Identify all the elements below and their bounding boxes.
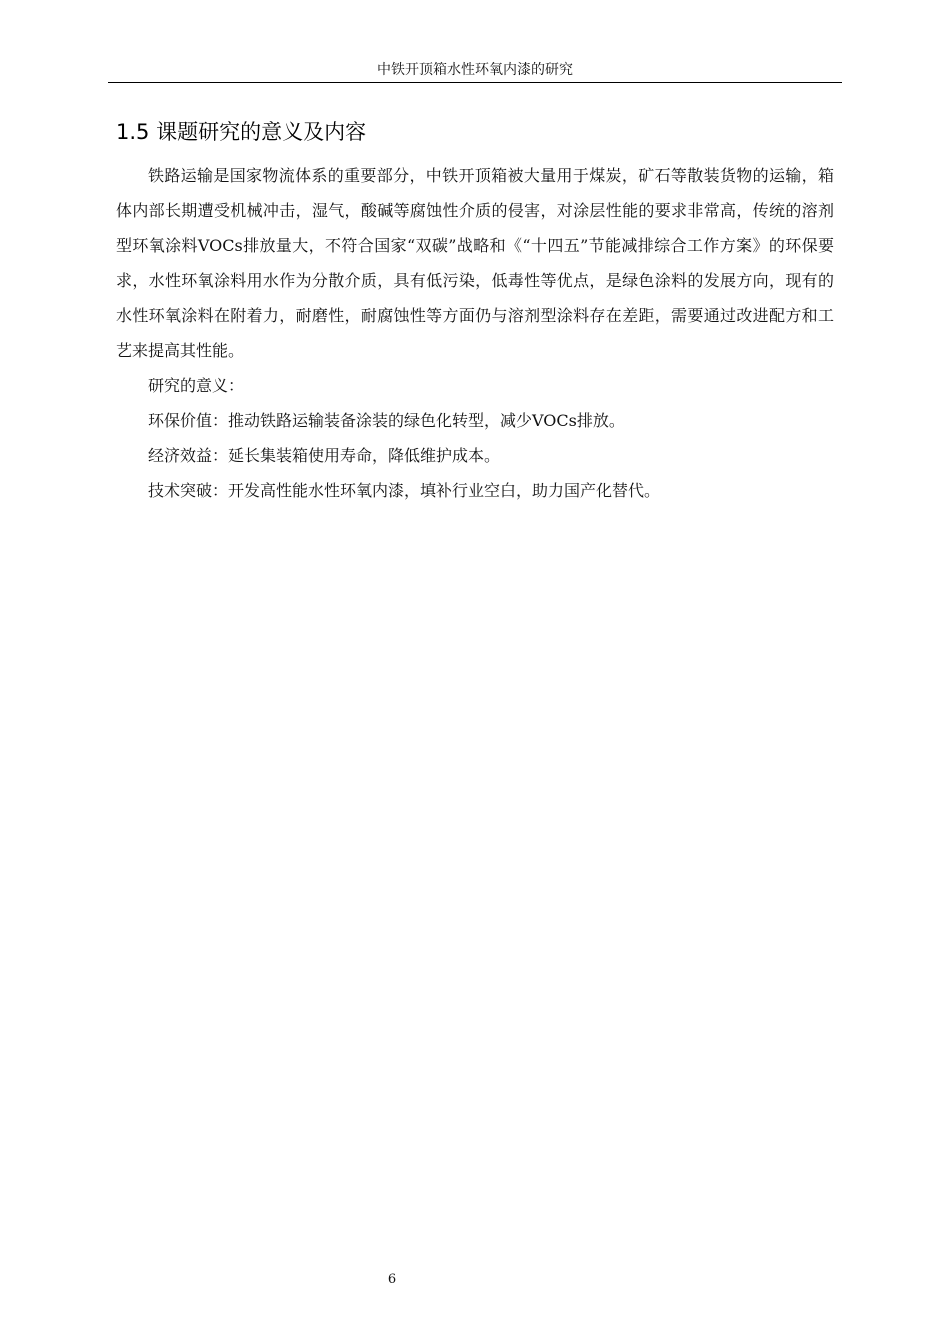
section-body — [116, 158, 834, 508]
significance-item-economic: 经济效益：延长集装箱使用寿命，降低维护成本。 — [148, 446, 501, 465]
section-title: 1.5 课题研究的意义及内容 — [116, 120, 367, 144]
significance-item-environmental: 环保价值：推动铁路运输装备涂装的绿色化转型，减少VOCs排放。 — [148, 411, 625, 430]
header-divider — [108, 82, 842, 83]
page-number: 6 — [387, 1272, 397, 1287]
significance-heading: 研究的意义： — [148, 376, 245, 395]
running-header: 中铁开顶箱水性环氧内漆的研究 — [377, 62, 573, 78]
intro-paragraph: 铁路运输是国家物流体系的重要部分，中铁开顶箱被大量用于煤炭，矿石等散装货物的运输，箱体内部长期遭受机械冲击，湿气，酸碱等腐蚀性介质的侵害，对涂层性能的要求非常高，传统的溶剂型环氧涂料VOCs排放量大，不符合国家“双碳”战略和《“十四五”节能减排综合工作方案》的环保要求，水性环氧涂料用水作为分散介质，具有低污染，低毒性等优点，是绿色涂料的发展方向，现有的水性环氧涂料在附着力，耐磨性，耐腐蚀性等方面仍与溶剂型涂料存在差距，需要通过改进配方和工艺来提高其性能。 — [116, 166, 834, 360]
significance-item-technical: 技术突破：开发高性能水性环氧内漆，填补行业空白，助力国产化替代。 — [148, 481, 661, 500]
